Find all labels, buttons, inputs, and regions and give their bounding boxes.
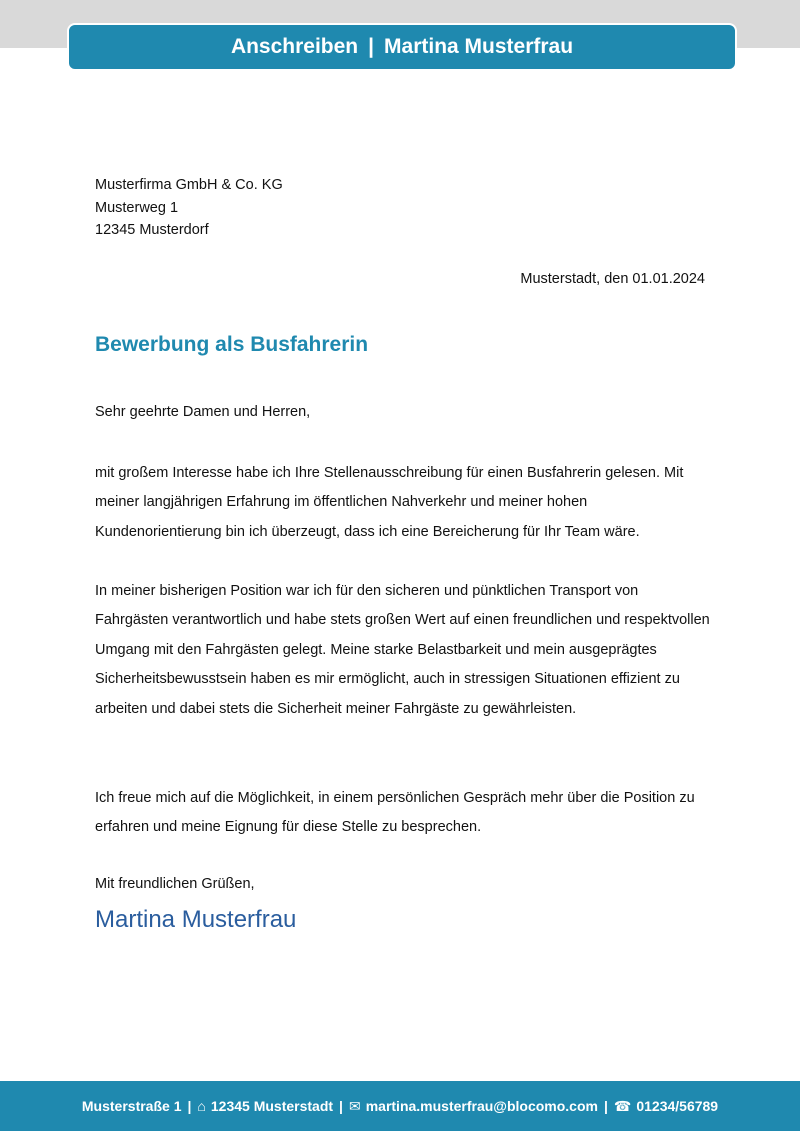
body-paragraph-1: mit großem Interesse habe ich Ihre Stellenausschreibung für einen Busfahrerin gelesen. Mit meiner langjährigen Erfahrung im öffentlichen Nahverkehr und meiner hohen Kundenorientierung bin ich überzeugt, dass ich eine Bereicherung für Ihr Team wäre. xyxy=(95,465,684,540)
location-icon: ⌂ xyxy=(197,1098,206,1114)
footer-separator: | xyxy=(339,1098,343,1114)
recipient-address xyxy=(95,174,283,242)
recipient-city: 12345 Musterdorf xyxy=(95,222,209,238)
footer-contact-bar xyxy=(0,1081,800,1131)
header-doc-type: Anschreiben xyxy=(230,35,359,58)
footer-separator: | xyxy=(187,1098,192,1114)
footer-street: Musterstraße 1 xyxy=(81,1098,182,1114)
body-paragraph-2: In meiner bisherigen Position war ich für den sicheren und pünktlichen Transport von Fahrgästen verantwortlich und habe stets großen Wert auf einen freundlichen und respektvollen Umgang mit den Fahrgästen gelegt. Meine starke Belastbarkeit und mein ausgeprägtes Sicherheitsbewusstsein haben es mir ermöglicht, auch in stressigen Situationen effizient zu arbeiten und dabei stets die Sicherheit meiner Fahrgäste zu gewährleisten. xyxy=(95,583,710,717)
phone-icon: ☎ xyxy=(613,1097,632,1114)
footer-separator: | xyxy=(603,1098,608,1114)
footer-city: 12345 Musterstadt xyxy=(210,1098,334,1114)
salutation: Sehr geehrte Damen und Herren, xyxy=(95,404,311,420)
footer-email[interactable]: martina.musterfrau@blocomo.com xyxy=(365,1098,598,1114)
signature: Martina Musterfrau xyxy=(95,906,297,933)
body-paragraph-3: Ich freue mich auf die Möglichkeit, in einem persönlichen Gespräch mehr über die Position zu erfahren und meine Eignung für diese Stelle zu besprechen. xyxy=(95,790,695,836)
header-bar xyxy=(67,23,737,71)
header-name: Martina Musterfrau xyxy=(384,35,574,58)
letter-date: Musterstadt, den 01.01.2024 xyxy=(520,271,705,287)
recipient-street: Musterweg 1 xyxy=(95,199,179,216)
header-separator: | xyxy=(368,35,375,58)
recipient-company: Musterfirma GmbH & Co. KG xyxy=(95,177,283,193)
closing: Mit freundlichen Grüßen, xyxy=(95,876,255,892)
letter-subject: Bewerbung als Busfahrerin xyxy=(95,333,369,356)
envelope-icon: ✉ xyxy=(348,1097,361,1114)
footer-phone[interactable]: 01234/56789 xyxy=(636,1098,719,1114)
